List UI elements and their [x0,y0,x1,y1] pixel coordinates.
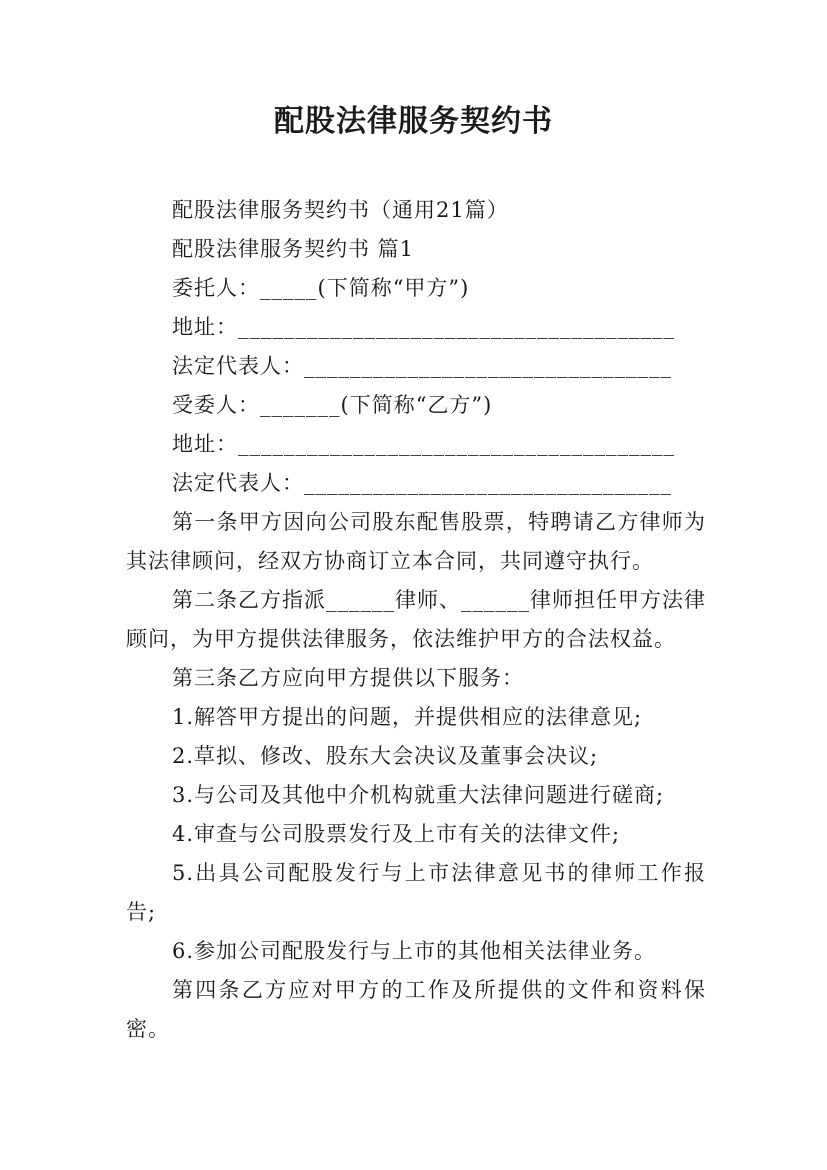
principal-representative-line: 法定代表人：________________________________ [172,354,672,378]
document-subtitle: 配股法律服务契约书（通用21篇） [172,198,509,222]
clause-4: 第四条乙方应对甲方的工作及所提供的文件和资料保密。 [126,978,706,1041]
section-heading: 配股法律服务契约书 篇1 [172,237,415,261]
agent-representative-line: 法定代表人：________________________________ [172,471,672,495]
service-item-3: 3.与公司及其他中介机构就重大法律问题进行磋商; [172,783,665,807]
agent-line: 受委人：_______(下简称“乙方”) [172,393,493,417]
principal-line: 委托人：_____(下简称“甲方”) [172,276,470,300]
clause-2: 第二条乙方指派______律师、______律师担任甲方法律顾问，为甲方提供法律服务，依法维护甲方的合法权益。 [126,588,706,651]
clause-1: 第一条甲方因向公司股东配售股票，特聘请乙方律师为其法律顾问，经双方协商订立本合同，共同遵守执行。 [126,510,706,573]
service-item-2: 2.草拟、修改、股东大会决议及董事会决议; [172,744,599,768]
principal-address-line: 地址：______________________________________ [172,315,675,339]
document-title: 配股法律服务契约书 [274,104,553,139]
service-item-1: 1.解答甲方提出的问题，并提供相应的法律意见; [172,705,643,729]
clause-3: 第三条乙方应向甲方提供以下服务： [172,666,524,690]
service-item-6: 6.参加公司配股发行与上市的其他相关法律业务。 [172,939,657,963]
service-item-4: 4.审查与公司股票发行及上市有关的法律文件; [172,822,621,846]
agent-address-line: 地址：______________________________________ [172,432,675,456]
service-item-5: 5.出具公司配股发行与上市法律意见书的律师工作报告; [126,861,706,924]
document-body [126,191,706,1049]
